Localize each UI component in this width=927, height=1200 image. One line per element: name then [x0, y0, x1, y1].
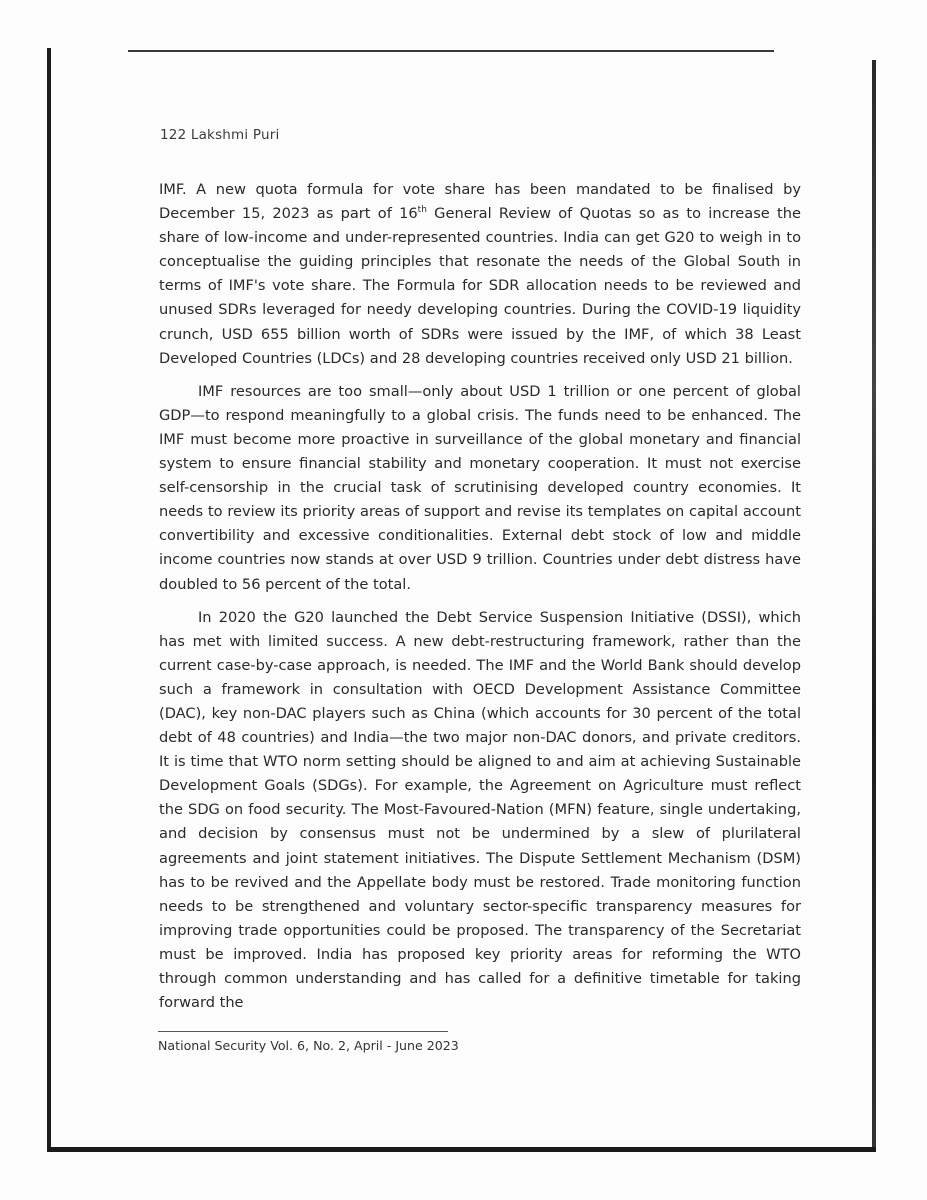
- paragraph-2: IMF resources are too small—only about USD 1 trillion or one percent of global GDP—to respond meaningfully to a global crisis. The funds need to be enhanced. The IMF must become more proactive in surveillance of the global monetary and financial system to ensure financial stability and monetary cooperation. It must not exercise self-censorship in the crucial task of scrutinising developed country economies. It needs to review its priority areas of support and revise its templates on capital account convertibility and excessive conditionalities. External debt stock of low and middle income countries now stands at over USD 9 trillion. Countries under debt distress have doubled to 56 percent of the total.: [159, 382, 801, 593]
- running-head: 122 Lakshmi Puri: [160, 127, 280, 143]
- ordinal-suffix: th: [417, 205, 427, 216]
- scan-edge-bottom: [48, 1147, 876, 1152]
- footer-rule: [158, 1031, 448, 1032]
- top-rule: [128, 50, 774, 52]
- scan-edge-left: [47, 48, 51, 1152]
- paragraph-1: [159, 178, 801, 371]
- body-text: [159, 178, 801, 1024]
- scan-edge-right: [872, 60, 876, 1150]
- footer-journal-citation: National Security Vol. 6, No. 2, April - June 2023: [158, 1038, 459, 1053]
- paragraph-1-text-a: IMF. A new quota formula for vote share has been mandated to be finalised by December 15, 2023 as part of 16: [159, 181, 801, 223]
- paragraph-3: In 2020 the G20 launched the Debt Service Suspension Initiative (DSSI), which has met with limited success. A new debt-restructuring framework, rather than the current case-by-case approach, is needed. The IMF and the World Bank should develop such a framework in consultation with OECD Development Assistance Committee (DAC), key non-DAC players such as China (which accounts for 30 percent of the total debt of 48 countries) and India—the two major non-DAC donors, and private creditors. It is time that WTO norm setting should be aligned to and aim at achieving Sustainable Development Goals (SDGs). For example, the Agreement on Agriculture must reflect the SDG on food security. The Most-Favoured-Nation (MFN) feature, single undertaking, and decision by consensus must not be undermined by a slew of plurilateral agreements and joint statement initiatives. The Dispute Settlement Mechanism (DSM) has to be revived and the Appellate body must be restored. Trade monitoring function needs to be strengthened and voluntary sector-specific transparency measures for improving trade opportunities could be proposed. The transparency of the Secretariat must be improved. India has proposed key priority areas for reforming the WTO through common understanding and has called for a definitive timetable for taking forward the: [159, 608, 801, 1012]
- paragraph-1-text-b: General Review of Quotas so as to increase the share of low-income and under-represented countries. India can get G20 to weigh in to conceptualise the guiding principles that resonate the needs of the Global South in terms of IMF's vote share. The Formula for SDR allocation needs to be reviewed and unused SDRs leveraged for needy developing countries. During the COVID-19 liquidity crunch, USD 655 billion worth of SDRs were issued by the IMF, of which 38 Least Developed Countries (LDCs) and 28 developing countries received only USD 21 billion.: [159, 205, 801, 367]
